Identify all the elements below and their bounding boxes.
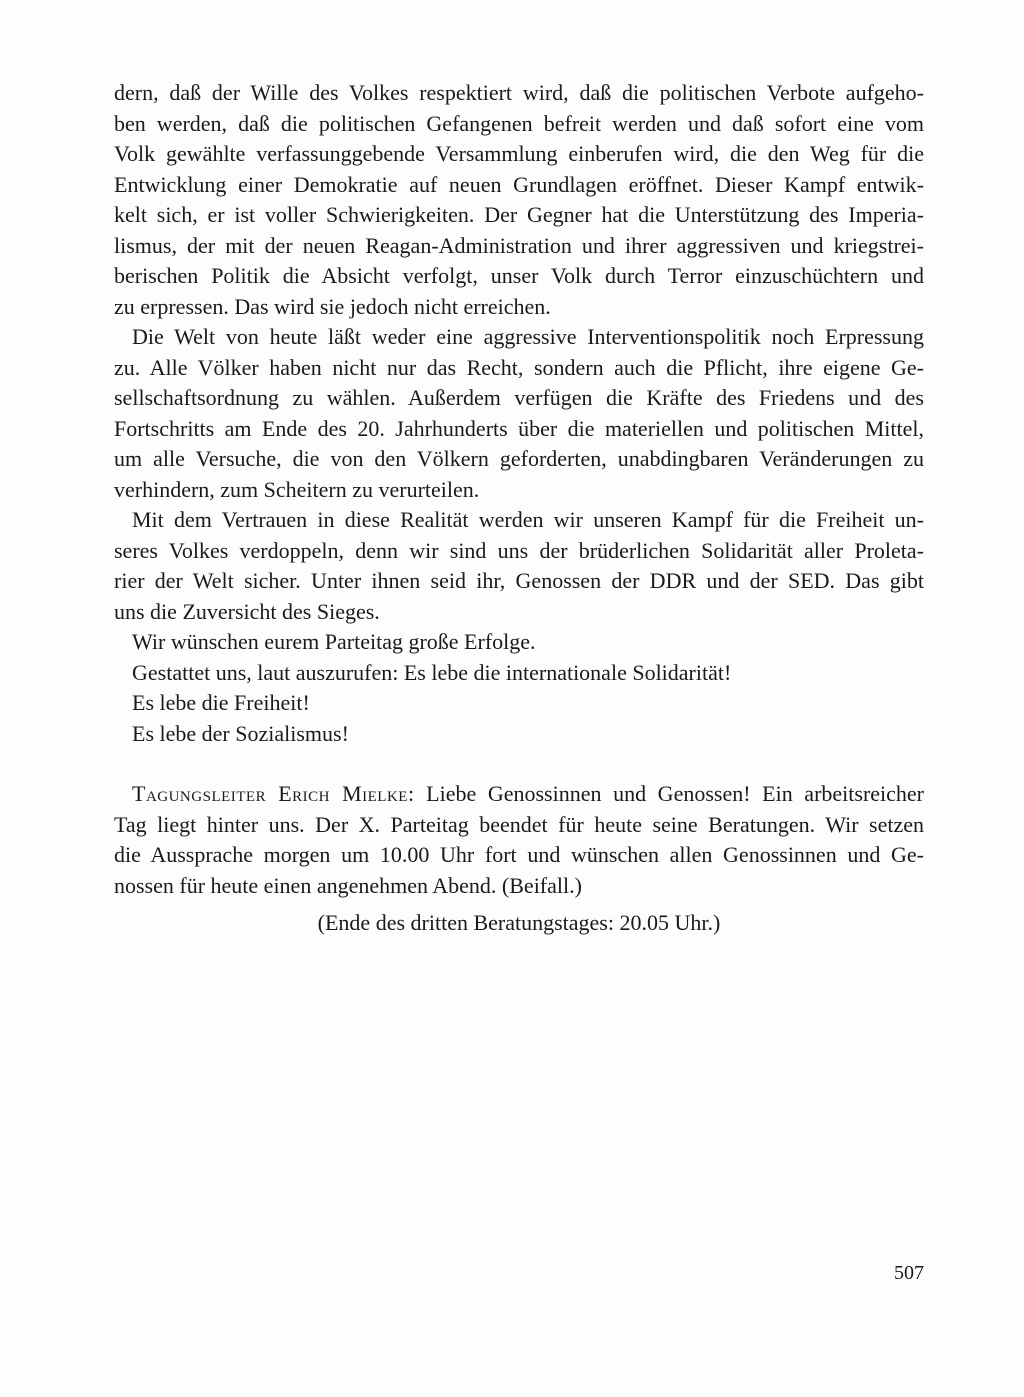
text-line: Fortschritts am Ende des 20. Jahrhunderts über die materiellen und politischen Mittel, — [114, 415, 924, 441]
text-line: Die Welt von heute läßt weder eine aggressive Interventionspolitik noch Erpressung — [132, 324, 924, 349]
text-line: sellschaftsordnung zu wählen. Außerdem verfügen die Kräfte des Friedens und des — [114, 385, 924, 410]
session-end-note: (Ende des dritten Beratungstages: 20.05 Uhr.) — [317, 910, 721, 935]
text-line: nossen für heute einen angenehmen Abend. (Beifall.) — [114, 872, 582, 898]
text-line: verhindern, zum Scheitern zu verurteilen. — [114, 476, 480, 502]
text-line: die Aussprache morgen um 10.00 Uhr fort und wünschen allen Genossinnen und Ge- — [114, 842, 924, 867]
text-line: rier der Welt sicher. Unter ihnen seid ihr, Genossen der DDR und der SED. Das gibt — [114, 568, 924, 593]
closing-line: Es lebe die Freiheit! — [132, 690, 310, 715]
closing-line: Wir wünschen eurem Parteitag große Erfolge. — [132, 629, 536, 654]
text-line: zu. Alle Völker haben nicht nur das Recht, sondern auch die Pflicht, ihre eigene Ge- — [114, 354, 924, 380]
speaker-name: Tagungsleiter Erich Mielke: — [132, 781, 415, 806]
text-line: kelt sich, er ist voller Schwierigkeiten. Der Gegner hat die Unterstützung des Imperia- — [114, 202, 924, 227]
page-number: 507 — [894, 1262, 924, 1284]
paragraph-2 — [114, 322, 924, 505]
text-line: zu erpressen. Das wird sie jedoch nicht erreichen. — [114, 293, 551, 319]
text-line: berischen Politik die Absicht verfolgt, unser Volk durch Terror einzuschüchtern und — [114, 263, 924, 288]
text-line: dern, daß der Wille des Volkes respektiert wird, daß die politischen Verbote aufgeho- — [114, 80, 924, 105]
text-line: Mit dem Vertrauen in diese Realität werden wir unseren Kampf für die Freiheit un- — [132, 507, 924, 532]
chair-paragraph — [114, 779, 924, 901]
section-gap — [114, 749, 924, 779]
text-line: seres Volkes verdoppeln, denn wir sind uns der brüderlichen Solidarität aller Proleta- — [114, 537, 924, 563]
text-line: Entwicklung einer Demokratie auf neuen Grundlagen eröffnet. Dieser Kampf entwik- — [114, 171, 924, 197]
paragraph-3 — [114, 505, 924, 627]
body-text — [114, 78, 924, 901]
text-line: Volk gewählte verfassunggebende Versammlung einberufen wird, die den Weg für die — [114, 141, 924, 166]
closing-greetings — [114, 627, 924, 749]
closing-line: Gestattet uns, laut auszurufen: Es lebe die internationale Solidarität! — [132, 659, 732, 685]
text-line: lismus, der mit der neuen Reagan-Administration und ihrer aggressiven und kriegstrei- — [114, 232, 924, 258]
text-line — [114, 779, 924, 810]
closing-line: Es lebe der Sozialismus! — [132, 720, 349, 746]
text-line: ben werden, daß die politischen Gefangenen befreit werden und daß sofort eine vom — [114, 110, 924, 136]
speaker-text: Liebe Genossinnen und Genossen! Ein arbeitsreicher — [414, 781, 924, 806]
paragraph-1 — [114, 78, 924, 322]
text-line: uns die Zuversicht des Sieges. — [114, 598, 380, 624]
text-line: um alle Versuche, die von den Völkern geforderten, unabdingbaren Veränderungen zu — [114, 446, 924, 471]
text-line: Tag liegt hinter uns. Der X. Parteitag beendet für heute seine Beratungen. Wir setzen — [114, 811, 924, 837]
